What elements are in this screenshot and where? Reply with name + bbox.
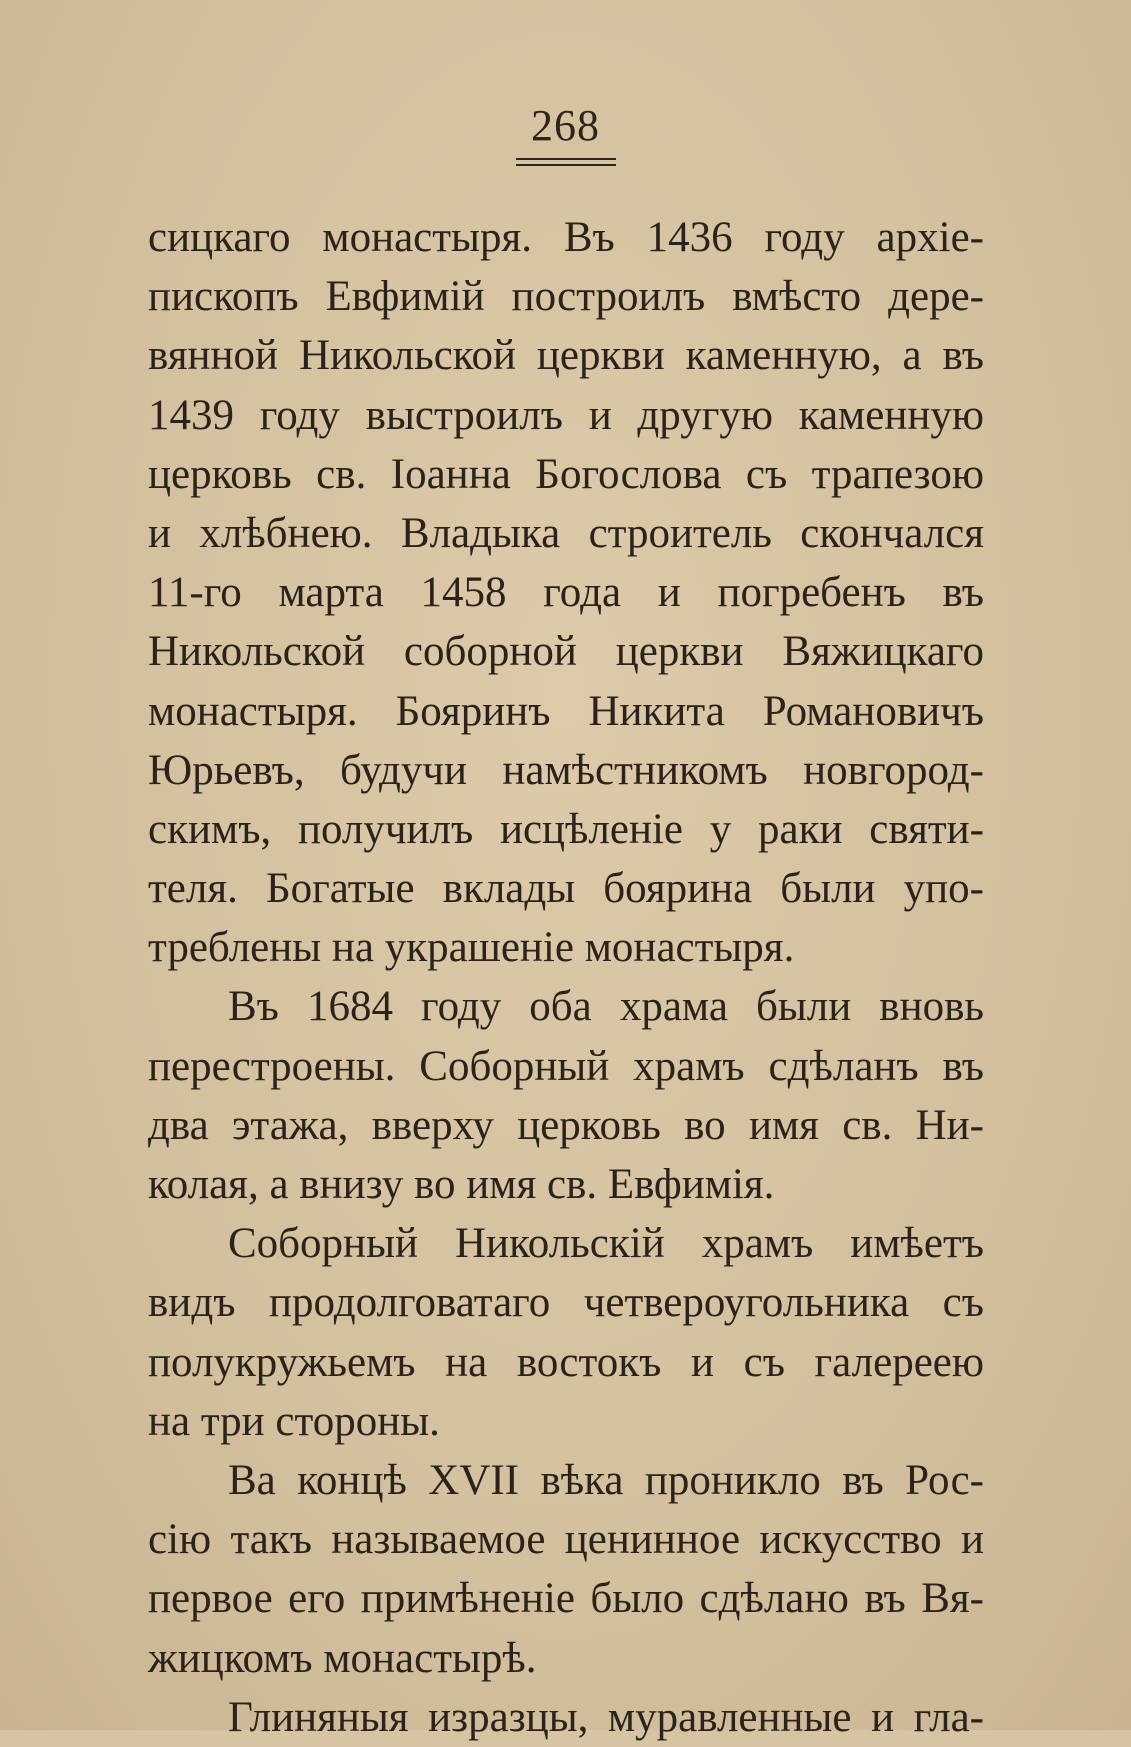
text-line: скимъ, получилъ исцѣленіе у раки святи- xyxy=(148,805,984,853)
text-line: Никольской соборной церкви Вяжицкаго xyxy=(148,628,984,676)
text-line: сицкаго монастыря. Въ 1436 году архіе- xyxy=(148,214,984,261)
text-line: Въ 1684 году оба храма были вновь xyxy=(228,983,984,1031)
text-line: полукружьемъ на востокъ и съ галереею xyxy=(148,1338,984,1386)
text-line: 1439 году выстроилъ и другую каменную xyxy=(148,391,984,439)
text-line: и хлѣбнею. Владыка строитель скончался xyxy=(148,509,984,557)
text-line: пископъ Евфимій построилъ вмѣсто дере- xyxy=(148,273,984,321)
text-line: видъ продолговатаго четвероугольника съ xyxy=(148,1279,984,1327)
page-number-rule-bottom xyxy=(516,164,616,166)
text-line: треблены на украшеніе монастыря. xyxy=(148,924,795,972)
page-number-rule-top xyxy=(516,158,616,160)
text-line: Глиняныя изразцы, муравленные и гла- xyxy=(228,1693,984,1741)
text-line: перестроены. Соборный храмъ сдѣланъ въ xyxy=(148,1042,984,1090)
text-line: два этажа, вверху церковь во имя св. Ни- xyxy=(148,1101,984,1149)
text-line: Соборный Никольскій храмъ имѣетъ xyxy=(228,1220,984,1268)
text-line: вянной Никольской церкви каменную, а въ xyxy=(148,332,984,380)
text-line: сію такъ называемое ценинное искусство и xyxy=(148,1516,984,1564)
text-line: первое его примѣненіе было сдѣлано въ Вя- xyxy=(148,1575,984,1623)
text-line: на три стороны. xyxy=(148,1397,440,1445)
text-line: теля. Богатые вклады боярина были упо- xyxy=(148,865,984,913)
body-text xyxy=(148,208,984,1747)
text-line: жицкомъ монастырѣ. xyxy=(148,1634,537,1682)
text-line: Ва концѣ XVII вѣка проникло въ Рос- xyxy=(228,1456,984,1504)
text-line: 11-го марта 1458 года и погребенъ въ xyxy=(148,569,984,617)
text-line: колая, а внизу во имя св. Евфимія. xyxy=(148,1161,775,1208)
page-number: 268 xyxy=(531,101,600,150)
text-line: Юрьевъ, будучи намѣстникомъ новгород- xyxy=(148,746,984,794)
text-line: монастыря. Бояринъ Никита Романовичъ xyxy=(148,687,984,735)
text-line: церковь св. Іоанна Богослова съ трапезою xyxy=(148,450,984,498)
